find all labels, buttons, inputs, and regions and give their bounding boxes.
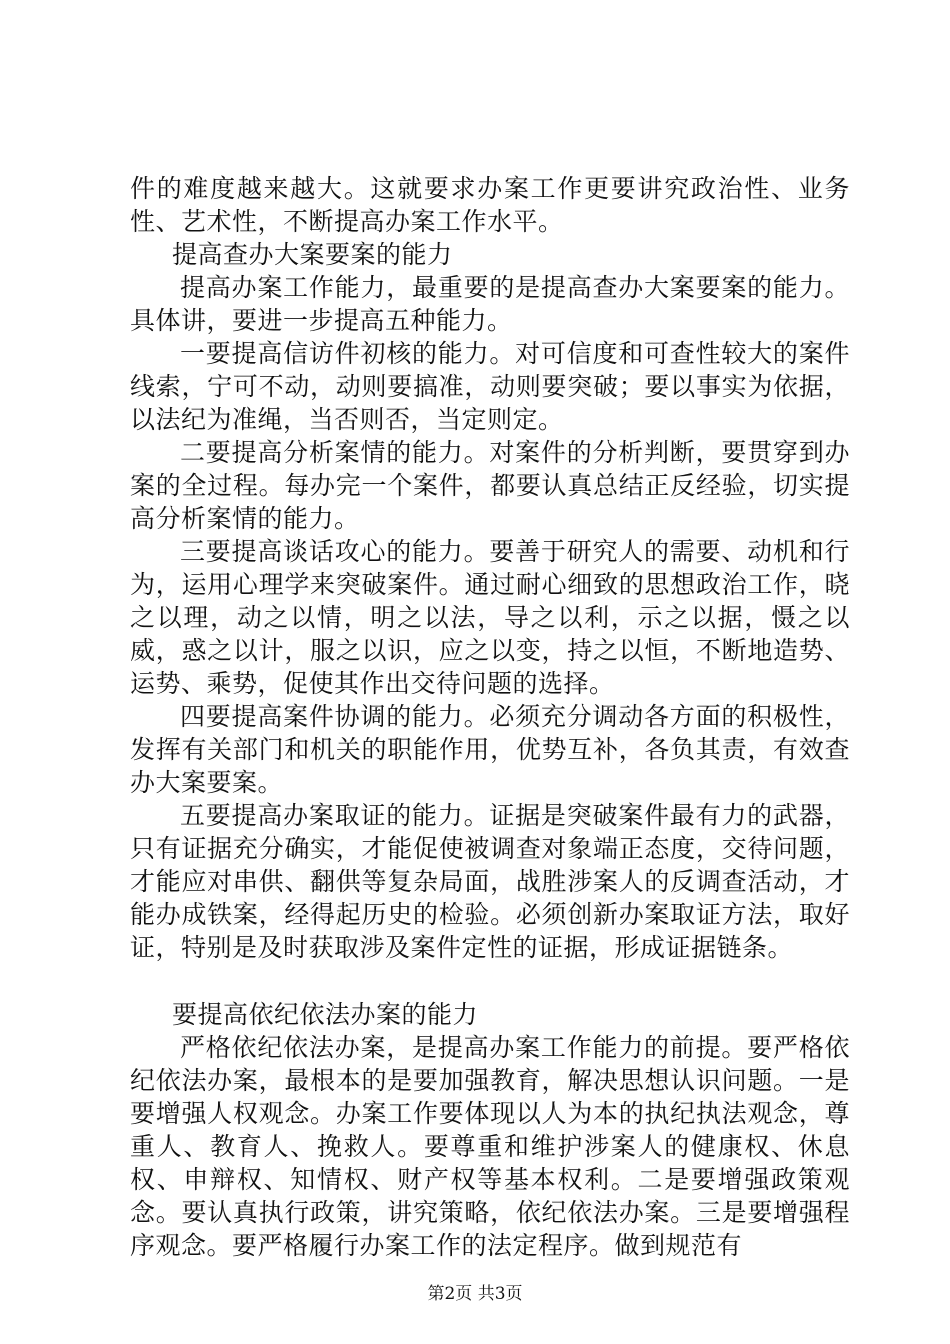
section-heading: 要提高依纪依法办案的能力 — [172, 1000, 479, 1029]
paragraph: 三要提高谈话攻心的能力。要善于研究人的需要、动机和行为，运用心理学来突破案件。通过耐心细致的思想政治工作，晓之以理，动之以情，明之以法，导之以利，示之以据，慑之以威，惑之以计，服之以识，应之以变，持之以恒，不断地造势、运势、乘势，促使其作出交待问题的选择。 — [130, 537, 850, 698]
paragraph: 严格依纪依法办案，是提高办案工作能力的前提。要严格依纪依法办案，最根本的是要加强教育，解决思想认识问题。一是要增强人权观念。办案工作要体现以人为本的执纪执法观念，尊重人、教育人、挽救人。要尊重和维护涉案人的健康权、休息权、申辩权、知情权、财产权等基本权利。二是要增强政策观念。要认真执行政策，讲究策略，依纪依法办案。三是要增强程序观念。要严格履行办案工作的法定程序。做到规范有 — [130, 1033, 850, 1260]
paragraph: 提高办案工作能力，最重要的是提高查办大案要案的能力。具体讲，要进一步提高五种能力。 — [130, 273, 850, 335]
section-heading: 提高查办大案要案的能力 — [172, 240, 453, 269]
page-number-footer: 第2页 共3页 — [427, 1284, 523, 1304]
paragraph-continuation: 件的难度越来越大。这就要求办案工作更要讲究政治性、业务性、艺术性，不断提高办案工作水平。 — [130, 174, 850, 236]
paragraph: 五要提高办案取证的能力。证据是突破案件最有力的武器，只有证据充分确实，才能促使被调查对象端正态度，交待问题，才能应对串供、翻供等复杂局面，战胜涉案人的反调查活动，才能办成铁案，经得起历史的检验。必须创新办案取证方法，取好证，特别是及时获取涉及案件定性的证据，形成证据链条。 — [130, 801, 850, 962]
paragraph: 一要提高信访件初核的能力。对可信度和可查性较大的案件线索，宁可不动，动则要搞准，动则要突破；要以事实为依据，以法纪为准绳，当否则否，当定则定。 — [130, 339, 850, 434]
paragraph: 二要提高分析案情的能力。对案件的分析判断，要贯穿到办案的全过程。每办完一个案件，都要认真总结正反经验，切实提高分析案情的能力。 — [130, 438, 850, 533]
paragraph-spacer — [130, 964, 850, 998]
document-body — [130, 172, 850, 1262]
paragraph: 四要提高案件协调的能力。必须充分调动各方面的积极性，发挥有关部门和机关的职能作用，优势互补，各负其责，有效查办大案要案。 — [130, 702, 850, 797]
